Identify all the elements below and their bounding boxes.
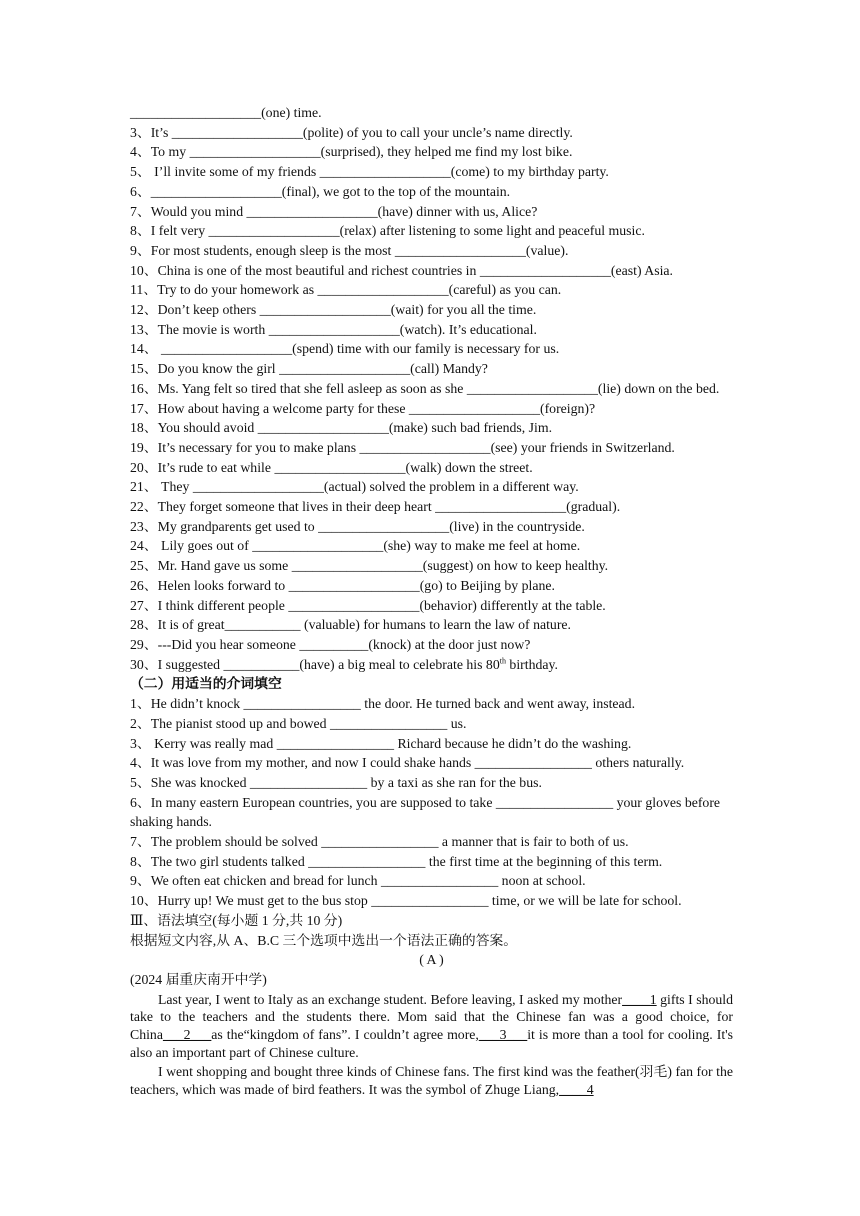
- passage-label: ( A ): [419, 952, 444, 968]
- exercise-line: 24、 Lily goes out of ___________________(she) way to make me feel at home.: [130, 538, 581, 554]
- para1-text-d: as the“kingdom of fans”. I couldn’t agree more,: [211, 1027, 479, 1043]
- exercise-line: 22、They forget someone that lives in their deep heart ___________________(gradual).: [130, 499, 621, 515]
- para2-text-a: I went shopping and bought three kinds of Chinese fans. The first kind was the feather(羽毛) fan for the teachers, which was made of bird feathers. It was the symbol of Zhuge Liang,: [130, 1063, 733, 1097]
- preposition-exercise-line: 1、He didn’t knock _________________ the door. He turned back and went away, instead.: [130, 696, 636, 712]
- exercise-line: 25、Mr. Hand gave us some ___________________(suggest) on how to keep healthy.: [130, 558, 609, 574]
- grammar-exercise-list: [130, 103, 733, 655]
- exercise-line: 15、Do you know the girl ___________________(call) Mandy?: [130, 361, 488, 377]
- para1-text-a: Last year, I went to Italy as an exchange student. Before leaving, I asked my mother: [158, 991, 623, 1007]
- blank-3: ___3___: [478, 1027, 528, 1043]
- ordinal-suffix: th: [499, 656, 506, 666]
- exercise-line: 11、Try to do your homework as ___________________(careful) as you can.: [130, 282, 562, 298]
- exercise-line: 10、China is one of the most beautiful and richest countries in ___________________(east) Asia.: [130, 262, 673, 278]
- preposition-exercise-list: [130, 694, 733, 911]
- exercise-line: 6、___________________(final), we got to the top of the mountain.: [130, 183, 511, 199]
- exercise-line: 16、Ms. Yang felt so tired that she fell asleep as soon as she ___________________(lie) down on the bed.: [130, 380, 720, 396]
- exercise-line: 13、The movie is worth ___________________(watch). It’s educational.: [130, 321, 537, 337]
- preposition-exercise-line: 5、She was knocked _________________ by a taxi as she ran for the bus.: [130, 774, 542, 790]
- exercise-line: 19、It’s necessary for you to make plans ___________________(see) your friends in Switzerland.: [130, 439, 675, 455]
- exercise-line: 26、Helen looks forward to ___________________(go) to Beijing by plane.: [130, 577, 555, 593]
- preposition-exercise-line: 3、 Kerry was really mad _________________ Richard because he didn’t do the washing.: [130, 735, 632, 751]
- exercise-line: 21、 They ___________________(actual) solved the problem in a different way.: [130, 479, 579, 495]
- blank-2: ___2___: [162, 1027, 212, 1043]
- exercise-line: ___________________(one) time.: [130, 105, 322, 120]
- blank-1: ____1: [622, 991, 657, 1007]
- exercise-line-30: [130, 655, 733, 675]
- exercise-line-30-tail: birthday.: [505, 656, 558, 672]
- worksheet-page: [130, 103, 733, 1098]
- exercise-line-30-text: 30、I suggested ___________(have) a big meal to celebrate his 80: [130, 656, 500, 672]
- section-2-title: （二）用适当的介词填空: [130, 676, 282, 692]
- exercise-line: 14、 ___________________(spend) time with our family is necessary for us.: [130, 341, 560, 357]
- para1-text-e: it is more than a tool for cooling. It's also an important part of Chinese culture.: [130, 1027, 734, 1061]
- preposition-exercise-line: 8、The two girl students talked _________________ the first time at the beginning of this term.: [130, 853, 663, 869]
- section-3-title: Ⅲ、语法填空(每小题 1 分,共 10 分): [130, 912, 343, 928]
- exercise-line: 4、To my ___________________(surprised), they helped me find my lost bike.: [130, 144, 573, 160]
- preposition-exercise-line: 6、In many eastern European countries, you are supposed to take _________________ your gloves before shaking hands.: [130, 794, 721, 830]
- section-3-instruction: 根据短文内容,从 A、B.C 三个选项中选出一个语法正确的答案。: [130, 932, 518, 948]
- passage-paragraph-1: [130, 991, 733, 1062]
- preposition-exercise-line: 10、Hurry up! We must get to the bus stop _________________ time, or we will be late for school.: [130, 893, 682, 909]
- preposition-exercise-line: 9、We often eat chicken and bread for lunch _________________ noon at school.: [130, 873, 586, 889]
- exercise-line: 23、My grandparents get used to ___________________(live) in the countryside.: [130, 518, 585, 534]
- exercise-line: 12、Don’t keep others ___________________(wait) for you all the time.: [130, 302, 537, 318]
- exercise-line: 5、 I’ll invite some of my friends ___________________(come) to my birthday party.: [130, 164, 609, 180]
- passage-source: (2024 届重庆南开中学): [130, 971, 267, 987]
- exercise-line: 20、It’s rude to eat while ___________________(walk) down the street.: [130, 459, 533, 475]
- exercise-line: 28、It is of great___________ (valuable) for humans to learn the law of nature.: [130, 617, 571, 633]
- preposition-exercise-line: 7、The problem should be solved _________________ a manner that is fair to both of us.: [130, 834, 629, 850]
- exercise-line: 27、I think different people ___________________(behavior) differently at the table.: [130, 597, 606, 613]
- exercise-line: 29、---Did you hear someone __________(knock) at the door just now?: [130, 636, 531, 652]
- exercise-line: 7、Would you mind ___________________(have) dinner with us, Alice?: [130, 203, 538, 219]
- preposition-exercise-line: 4、It was love from my mother, and now I could shake hands _________________ others naturally.: [130, 755, 685, 771]
- para1-text-c: gifts I should take to the teachers and the students there. Mom said that the Chinese fan was a good choice, for China: [130, 991, 733, 1043]
- exercise-line: 9、For most students, enough sleep is the most ___________________(value).: [130, 242, 569, 258]
- blank-4: ____4: [559, 1081, 594, 1097]
- exercise-line: 18、You should avoid ___________________(make) such bad friends, Jim.: [130, 420, 553, 436]
- passage-paragraph-2: [130, 1063, 733, 1099]
- exercise-line: 8、I felt very ___________________(relax) after listening to some light and peaceful music.: [130, 223, 645, 239]
- preposition-exercise-line: 2、The pianist stood up and bowed _________________ us.: [130, 715, 467, 731]
- exercise-line: 3、It’s ___________________(polite) of you to call your uncle’s name directly.: [130, 124, 573, 140]
- exercise-line: 17、How about having a welcome party for these ___________________(foreign)?: [130, 400, 596, 416]
